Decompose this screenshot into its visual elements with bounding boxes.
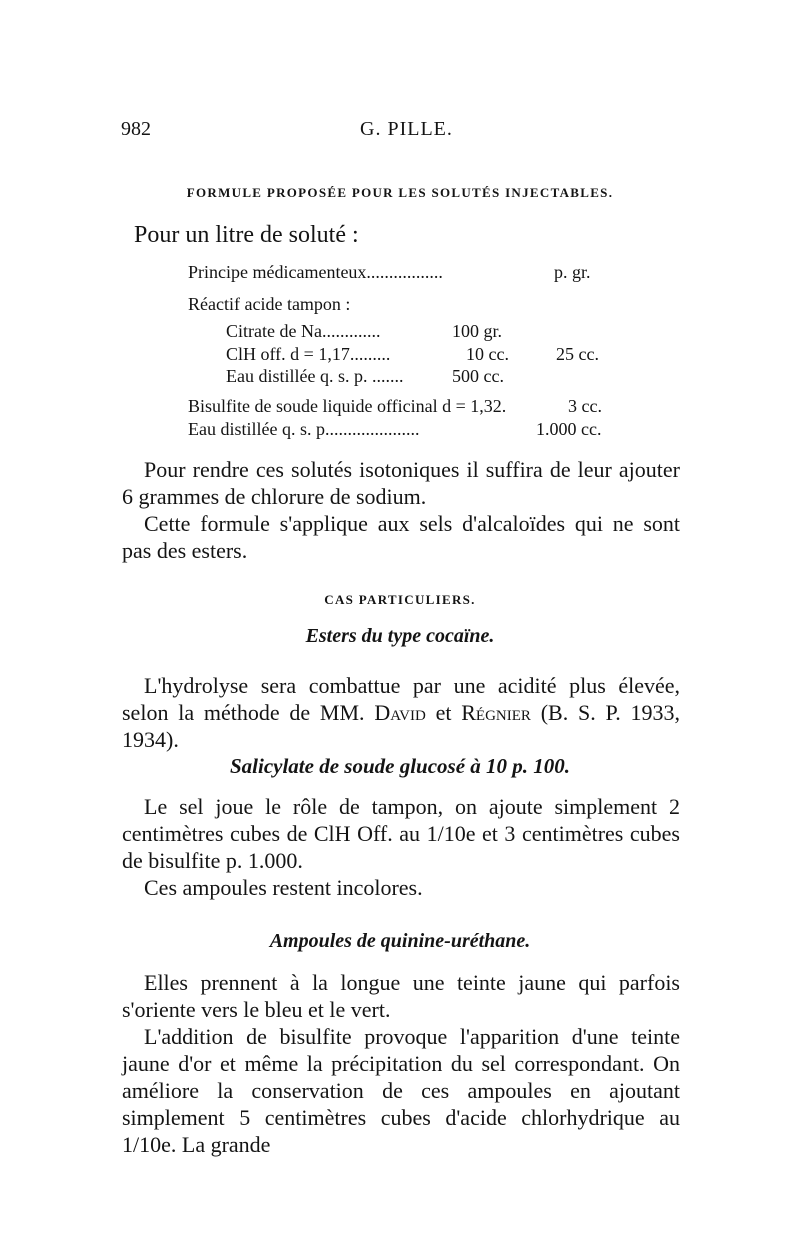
reactif-label: Réactif acide tampon :	[188, 294, 351, 314]
reactif-item-label: ClH off. d = 1,17.........	[226, 344, 391, 364]
eau-label: Eau distillée q. s. p.....................	[188, 419, 420, 439]
esters-reference: (B. S. P. 1933, 1934).	[122, 700, 681, 752]
reactif-item-amount: 500 cc.	[452, 366, 504, 386]
reactif-item-amount: 10 cc.	[466, 344, 509, 364]
formula-intro: Pour un litre de soluté :	[134, 222, 359, 248]
subtitle-salicylate: Salicylate de soude glucosé à 10 p. 100.	[229, 754, 571, 778]
reactif-item-label: Eau distillée q. s. p. .......	[226, 366, 404, 386]
formula-title: FORMULE PROPOSÉE POUR LES SOLUTÉS INJECTABLES.	[186, 185, 614, 200]
subtitle-esters: Esters du type cocaïne.	[305, 625, 495, 647]
paragraph-salicylate: Le sel joue le rôle de tampon, on ajoute simplement 2 centimètres cubes de ClH Off. au 1/10e et 3 centimètres cubes de bisulfite p. 1.000.	[122, 794, 680, 873]
reactif-item-amount: 100 gr.	[452, 321, 503, 341]
page-number: 982	[121, 118, 151, 140]
paragraph-formule: Cette formule s'applique aux sels d'alcaloïdes qui ne sont pas des esters.	[122, 511, 680, 563]
eau-value: 1.000 cc.	[536, 419, 602, 439]
paragraph-quinine-1: Elles prennent à la longue une teinte jaune qui parfois s'oriente vers le bleu et le vert.	[122, 970, 680, 1022]
paragraph-quinine-2: L'addition de bisulfite provoque l'apparition d'une teinte jaune d'or et même la précipitation du sel correspondant. On améliore la conservation de ces ampoules en ajoutant simplement 5 centimètres cubes d'acide chlorhydrique au 1/10e. La grande	[122, 1024, 680, 1157]
esters-text-start: L'hydrolyse sera combattue par une acidité plus élevée, selon la méthode de MM.	[122, 673, 680, 725]
bisulfite-value: 3 cc.	[568, 396, 602, 416]
running-head-author: G. PILLE.	[360, 118, 453, 140]
section-title-cas-particuliers: CAS PARTICULIERS.	[324, 592, 476, 607]
reactif-item-label: Citrate de Na.............	[226, 321, 381, 341]
author-regnier: Régnier	[461, 700, 531, 725]
bisulfite-label: Bisulfite de soude liquide officinal d = 1,32.	[188, 396, 507, 416]
reactif-total: 25 cc.	[556, 344, 599, 364]
principe-label: Principe médicamenteux.................	[188, 262, 443, 282]
paragraph-isotoniques: Pour rendre ces solutés isotoniques il suffira de leur ajouter 6 grammes de chlorure de sodium.	[122, 457, 680, 509]
author-david: David	[374, 700, 426, 725]
subtitle-quinine: Ampoules de quinine-uréthane.	[269, 930, 531, 952]
paragraph-esters	[122, 672, 680, 753]
principe-value: p. gr.	[554, 262, 591, 282]
esters-et: et	[435, 700, 452, 725]
paragraph-incolores: Ces ampoules restent incolores.	[144, 875, 423, 900]
